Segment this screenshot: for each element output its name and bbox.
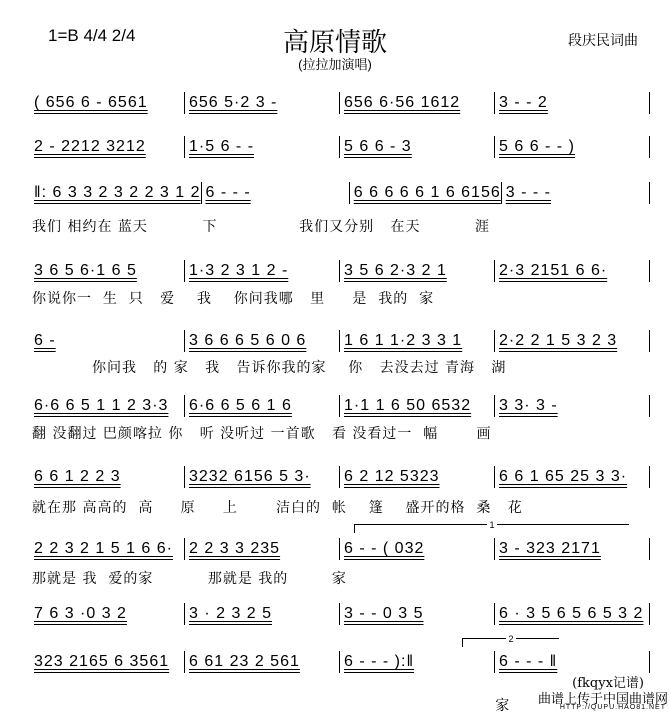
volta-label: 1 [489, 520, 495, 530]
bar-line [649, 136, 650, 158]
bar-line [649, 92, 650, 114]
bar-line [649, 538, 650, 560]
measure: 2 2 3 2 1 5 1 6 6· [34, 540, 173, 557]
measure: 6 - - ( 032 [344, 540, 425, 557]
bar-line [649, 466, 650, 488]
volta-1 [354, 520, 629, 533]
measure: 3 5 6 2·3 2 1 [344, 262, 447, 279]
measure: 2 2 3 3 235 [189, 540, 281, 557]
lyrics-line: 翻 没翻过 巴颜喀拉 你 听 没听过 一首歌 看 没看过一 幅 画 [32, 426, 492, 442]
measure: 7 6 3 ·0 3 2 [34, 605, 127, 622]
measure: 6 6 6 6 6 1 6 6156 [353, 184, 501, 201]
measure: 656 6·56 1612 [344, 94, 461, 111]
measure: 6 6 1 65 25 3 3· [499, 468, 628, 485]
measure: 3 6 6 6 5 6 0 6 [189, 332, 307, 349]
composer: 段庆民词曲 [568, 32, 638, 48]
notation-line [30, 603, 650, 625]
measure: 6 - - - ‖ [499, 653, 558, 670]
volta-2 [462, 634, 559, 647]
measure: 3 · 2 3 2 5 [189, 605, 273, 622]
measure: 1·5 6 - - [189, 138, 255, 155]
notation-line [30, 466, 650, 488]
lyrics-line: 那就是 我 爱的家 那就是 我的 家 [32, 571, 347, 587]
measure: 3 - 323 2171 [499, 540, 601, 557]
performer: (拉拉加演唱) [298, 57, 372, 72]
measure: 6 - [34, 332, 56, 349]
key-signature: 1=B 4/4 2/4 [48, 26, 136, 45]
transcriber-credit: (fkqyx记谱) [572, 676, 644, 691]
bar-line [649, 182, 650, 204]
measure: 6 · 3 5 6 5 6 5 3 2 [499, 605, 644, 622]
measure: 3 - - 2 [499, 94, 548, 111]
bar-line [649, 603, 650, 625]
song-title: 高原情歌 [282, 28, 387, 58]
measure: 5 6 6 - - ) [499, 138, 575, 155]
notation-line [30, 92, 650, 114]
notation-line [30, 538, 650, 560]
measure: 6 - - - [205, 184, 251, 201]
measure: 3232 6156 5 3· [189, 468, 311, 485]
notation-line [30, 136, 650, 158]
notation-line [30, 182, 650, 204]
watermark: 曲谱上传于中国曲谱网 [537, 691, 668, 706]
volta-label: 2 [508, 634, 514, 644]
measure: 3 3· 3 - [499, 397, 558, 414]
lyrics-line: 你问我 的 家 我 告诉你我的家 你 去没去过 青海 湖 [32, 360, 507, 376]
measure: ( 656 6 - 6561 [34, 94, 148, 111]
notation-line [30, 651, 650, 673]
notation-line [30, 260, 650, 282]
measure: 1·3 2 3 1 2 - [189, 262, 289, 279]
measure: 3 - - 0 3 5 [344, 605, 424, 622]
bar-line [649, 330, 650, 352]
measure: 2·2 2 1 5 3 2 3 [499, 332, 618, 349]
measure: 3 6 5 6·1 6 5 [34, 262, 137, 279]
notation-line [30, 330, 650, 352]
notation-line [30, 395, 650, 417]
measure: 6 - - - ):‖ [344, 653, 415, 670]
measure: 2 - 2212 3212 [34, 138, 146, 155]
measure: 6 2 12 5323 [344, 468, 440, 485]
measure: 3 - - - [505, 184, 551, 201]
measure: 6 61 23 2 561 [189, 653, 300, 670]
measure: 656 5·2 3 - [189, 94, 278, 111]
measure: 323 2165 6 3561 [34, 653, 170, 670]
measure: ‖: 6 3 3 2 3 2 2 3 1 2 [34, 184, 201, 201]
lyrics-line: 你说你一 生 只 爱 我 你问我哪 里 是 我的 家 [32, 291, 435, 307]
bar-line [649, 651, 650, 673]
measure: 2·3 2151 6 6· [499, 262, 608, 279]
measure: 5 6 6 - 3 [344, 138, 412, 155]
lyrics-line: 就在那 高高的 高 原 上 洁白的 帐 篷 盛开的格 桑 花 [32, 500, 523, 516]
measure: 6·6 6 5 1 1 2 3·3 [34, 397, 169, 414]
bar-line [649, 395, 650, 417]
measure: 1 6 1 1·2 3 3 1 [344, 332, 463, 349]
measure: 1·1 1 6 50 6532 [344, 397, 472, 414]
watermark-url[interactable]: HTTP://QUPU.HAO81.NET [559, 704, 666, 711]
bar-line [649, 260, 650, 282]
lyrics-line: 我们 相约在 蓝天 下 我们又分别 在天 涯 [32, 219, 491, 235]
measure: 6·6 6 5 6 1 6 [189, 397, 292, 414]
measure: 6 6 1 2 2 3 [34, 468, 121, 485]
lyrics-line: 家 [32, 698, 511, 713]
